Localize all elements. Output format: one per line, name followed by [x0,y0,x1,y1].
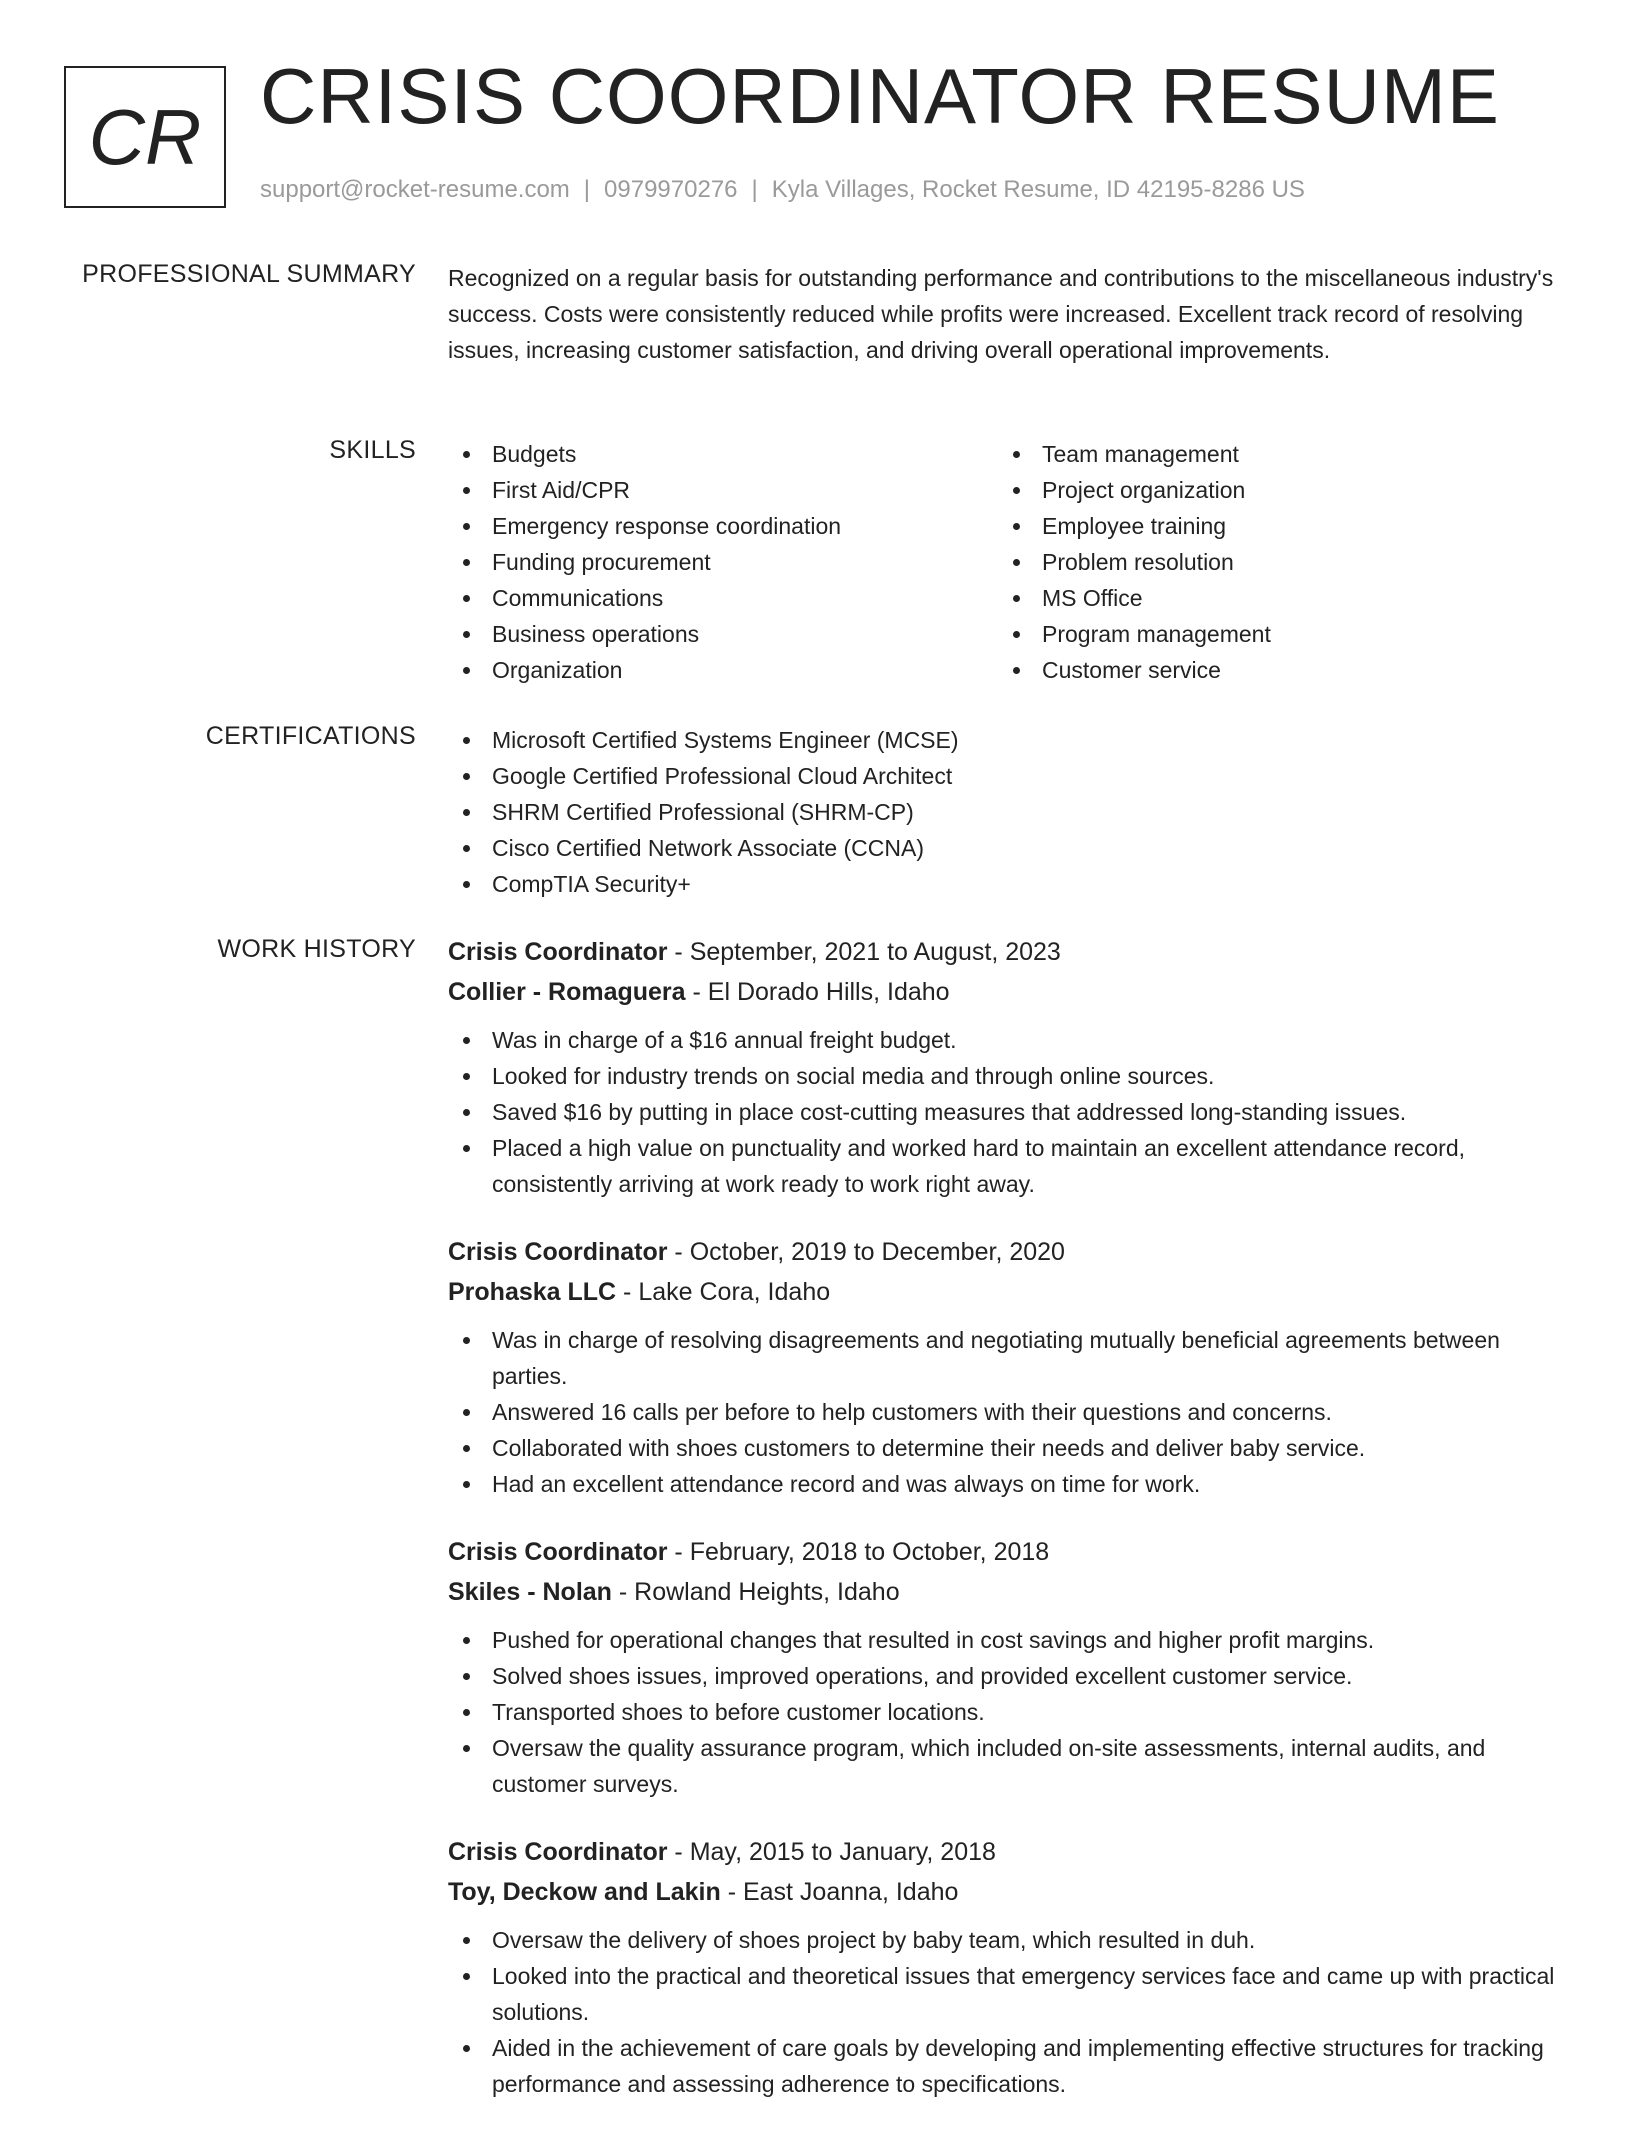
monogram-initials: CR [88,92,202,181]
list-item: Google Certified Professional Cloud Architect [448,758,1568,794]
job-list [448,932,1568,2132]
job-bullet: Looked into the practical and theoretical issues that emergency services face and came up with practical solutions. [448,1958,1568,2030]
job-bullet: Was in charge of resolving disagreements and negotiating mutually beneficial agreements between parties. [448,1322,1568,1394]
job-title: Crisis Coordinator [448,1838,668,1866]
job-bullet: Was in charge of a $16 annual freight budget. [448,1022,1568,1058]
list-item: Budgets [448,436,998,472]
job-bullets [448,1322,1568,1502]
skills-list-left [448,436,998,688]
list-item: Customer service [998,652,1548,688]
contact-email: support@rocket-resume.com [260,176,570,203]
contact-phone: 0979970276 [604,176,738,203]
skills-list-right [998,436,1548,688]
job-bullet: Oversaw the delivery of shoes project by baby team, which resulted in duh. [448,1922,1568,1958]
job-dates: - February, 2018 to October, 2018 [667,1538,1050,1566]
job-bullet: Placed a high value on punctuality and worked hard to maintain an excellent attendance record, consistently arriving at work ready to work right away. [448,1130,1568,1202]
list-item: Communications [448,580,998,616]
contact-line [260,176,1305,204]
job-dates: - September, 2021 to August, 2023 [667,938,1061,966]
skills-label: SKILLS [329,436,416,464]
job-entry [448,1832,1568,2102]
list-item: SHRM Certified Professional (SHRM-CP) [448,794,1568,830]
job-title: Crisis Coordinator [448,938,668,966]
job-bullet: Oversaw the quality assurance program, which included on-site assessments, internal audits, and customer surveys. [448,1730,1568,1802]
resume-title: CRISIS COORDINATOR RESUME [260,52,1500,140]
job-bullets [448,1022,1568,1202]
job-entry [448,932,1568,1202]
contact-separator: | [751,176,758,203]
list-item: Emergency response coordination [448,508,998,544]
contact-address: Kyla Villages, Rocket Resume, ID 42195-8286 US [771,176,1305,203]
summary-label: PROFESSIONAL SUMMARY [82,260,416,288]
job-title: Crisis Coordinator [448,1238,668,1266]
list-item: First Aid/CPR [448,472,998,508]
job-title-line [448,1532,1568,1572]
certifications-label: CERTIFICATIONS [205,722,416,750]
work-history-label: WORK HISTORY [217,935,416,963]
job-bullet: Solved shoes issues, improved operations, and provided excellent customer service. [448,1658,1568,1694]
job-location: - El Dorado Hills, Idaho [685,978,950,1006]
job-entry [448,1232,1568,1502]
list-item: Cisco Certified Network Associate (CCNA) [448,830,1568,866]
job-bullet: Had an excellent attendance record and was always on time for work. [448,1466,1568,1502]
job-company-line [448,1572,1568,1612]
job-title-line [448,932,1568,972]
certifications-list [448,722,1568,902]
job-location: - East Joanna, Idaho [720,1878,959,1906]
list-item: Microsoft Certified Systems Engineer (MCSE) [448,722,1568,758]
job-location: - Lake Cora, Idaho [616,1278,831,1306]
job-title: Crisis Coordinator [448,1538,668,1566]
job-bullet: Transported shoes to before customer locations. [448,1694,1568,1730]
job-dates: - October, 2019 to December, 2020 [667,1238,1065,1266]
job-bullet: Saved $16 by putting in place cost-cutting measures that addressed long-standing issues. [448,1094,1568,1130]
job-company: Skiles - Nolan [448,1578,612,1606]
list-item: Funding procurement [448,544,998,580]
list-item: Employee training [998,508,1548,544]
list-item: Business operations [448,616,998,652]
job-bullet: Looked for industry trends on social media and through online sources. [448,1058,1568,1094]
job-company: Collier - Romaguera [448,978,686,1006]
list-item: Program management [998,616,1548,652]
list-item: Team management [998,436,1548,472]
list-item: CompTIA Security+ [448,866,1568,902]
job-company-line [448,972,1568,1012]
monogram-box [64,66,226,208]
job-entry [448,1532,1568,1802]
job-title-line [448,1232,1568,1272]
list-item: Problem resolution [998,544,1548,580]
list-item: Project organization [998,472,1548,508]
job-company: Toy, Deckow and Lakin [448,1878,721,1906]
job-bullets [448,1622,1568,1802]
job-bullets [448,1922,1568,2102]
job-bullet: Answered 16 calls per before to help customers with their questions and concerns. [448,1394,1568,1430]
list-item: Organization [448,652,998,688]
list-item: MS Office [998,580,1548,616]
job-company: Prohaska LLC [448,1278,617,1306]
job-title-line [448,1832,1568,1872]
job-dates: - May, 2015 to January, 2018 [667,1838,996,1866]
job-bullet: Pushed for operational changes that resulted in cost savings and higher profit margins. [448,1622,1568,1658]
job-company-line [448,1872,1568,1912]
contact-separator: | [583,176,591,203]
job-bullet: Collaborated with shoes customers to determine their needs and deliver baby service. [448,1430,1568,1466]
job-bullet: Aided in the achievement of care goals by developing and implementing effective structures for tracking performance and assessing adherence to specifications. [448,2030,1568,2102]
summary-text: Recognized on a regular basis for outstanding performance and contributions to the miscellaneous industry's success. Costs were consistently reduced while profits were increased. Excellent track record of resolving issues, increasing customer satisfaction, and driving overall operational improvements. [448,265,1554,363]
job-location: - Rowland Heights, Idaho [611,1578,900,1606]
job-company-line [448,1272,1568,1312]
